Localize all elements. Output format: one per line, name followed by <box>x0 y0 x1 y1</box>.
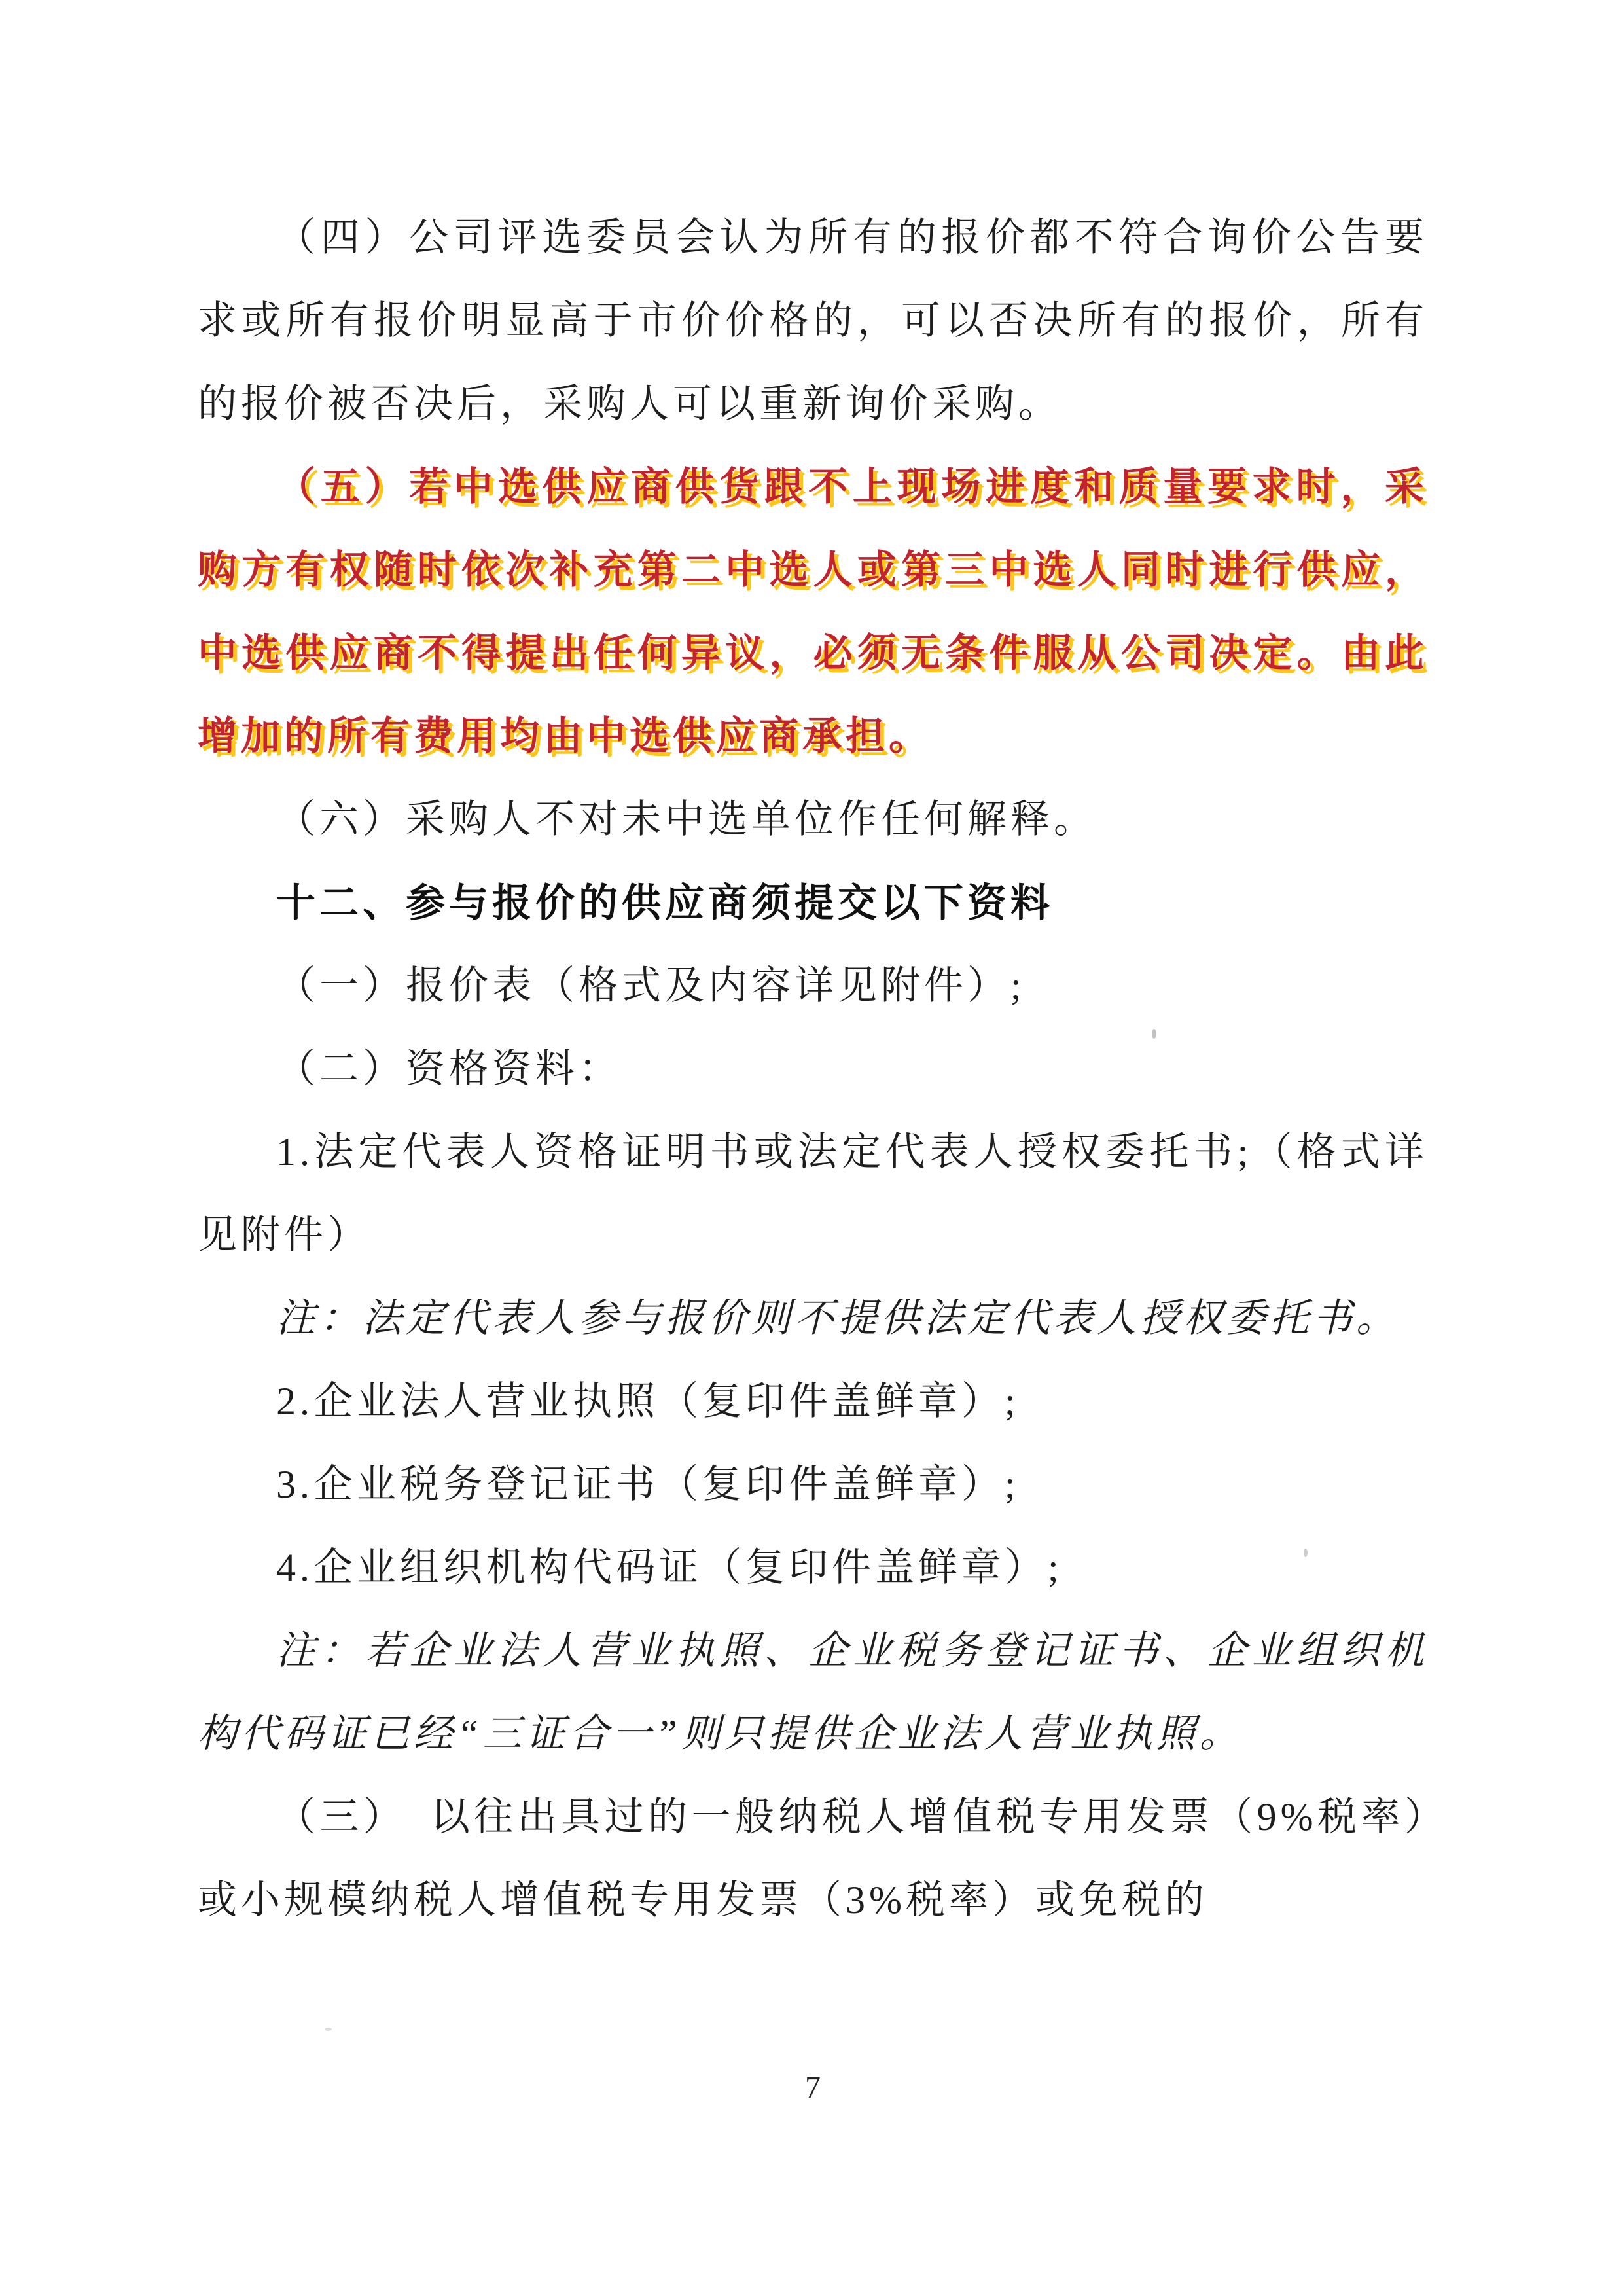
paragraph-item-6: （六）采购人不对未中选单位作任何解释。 <box>276 798 1097 841</box>
paragraph-item-4: （四）公司评选委员会认为所有的报价都不符合询价公告要求或所有报价明显高于市价价格的，可以否决所有的报价，所有的报价被否决后，采购人可以重新询价采购。 <box>198 216 1428 425</box>
list-item-1-quotation-form: （一）报价表（格式及内容详见附件）; <box>276 964 1026 1007</box>
sub-item-3-tax-registration: 3.企业税务登记证书（复印件盖鲜章）; <box>276 1463 1020 1506</box>
section-heading-12: 十二、参与报价的供应商须提交以下资料 <box>276 881 1054 925</box>
note-legal-representative: 注：法定代表人参与报价则不提供法定代表人授权委托书。 <box>276 1297 1399 1340</box>
document-body <box>198 196 1428 1942</box>
sub-item-2-business-license: 2.企业法人营业执照（复印件盖鲜章）; <box>276 1380 1020 1423</box>
scan-artifact <box>1152 1029 1156 1039</box>
page-number: 7 <box>805 2070 821 2105</box>
scan-artifact <box>325 2028 332 2031</box>
sub-item-1-legal-representative-cert: 1.法定代表人资格证明书或法定代表人授权委托书;（格式详见附件） <box>198 1130 1428 1257</box>
scan-artifact <box>1304 1549 1308 1557</box>
sub-item-4-organization-code: 4.企业组织机构代码证（复印件盖鲜章）; <box>276 1546 1063 1589</box>
list-item-2-qualification-docs: （二）资格资料： <box>276 1047 622 1090</box>
paragraph-item-5-highlighted: （五）若中选供应商供货跟不上现场进度和质量要求时，采购方有权随时依次补充第二中选人或第三中选人同时进行供应，中选供应商不得提出任何异议，必须无条件服从公司决定。由此增加的所有费用均由中选供应商承担。 <box>198 465 1428 758</box>
list-item-3-vat-invoice: （三） 以往出具过的一般纳税人增值税专用发票（9%税率）或小规模纳税人增值税专用发票（3%税率）或免税的 <box>198 1795 1428 1922</box>
note-three-certificates-in-one: 注：若企业法人营业执照、企业税务登记证书、企业组织机构代码证已经“三证合一”则只提供企业法人营业执照。 <box>198 1629 1428 1755</box>
